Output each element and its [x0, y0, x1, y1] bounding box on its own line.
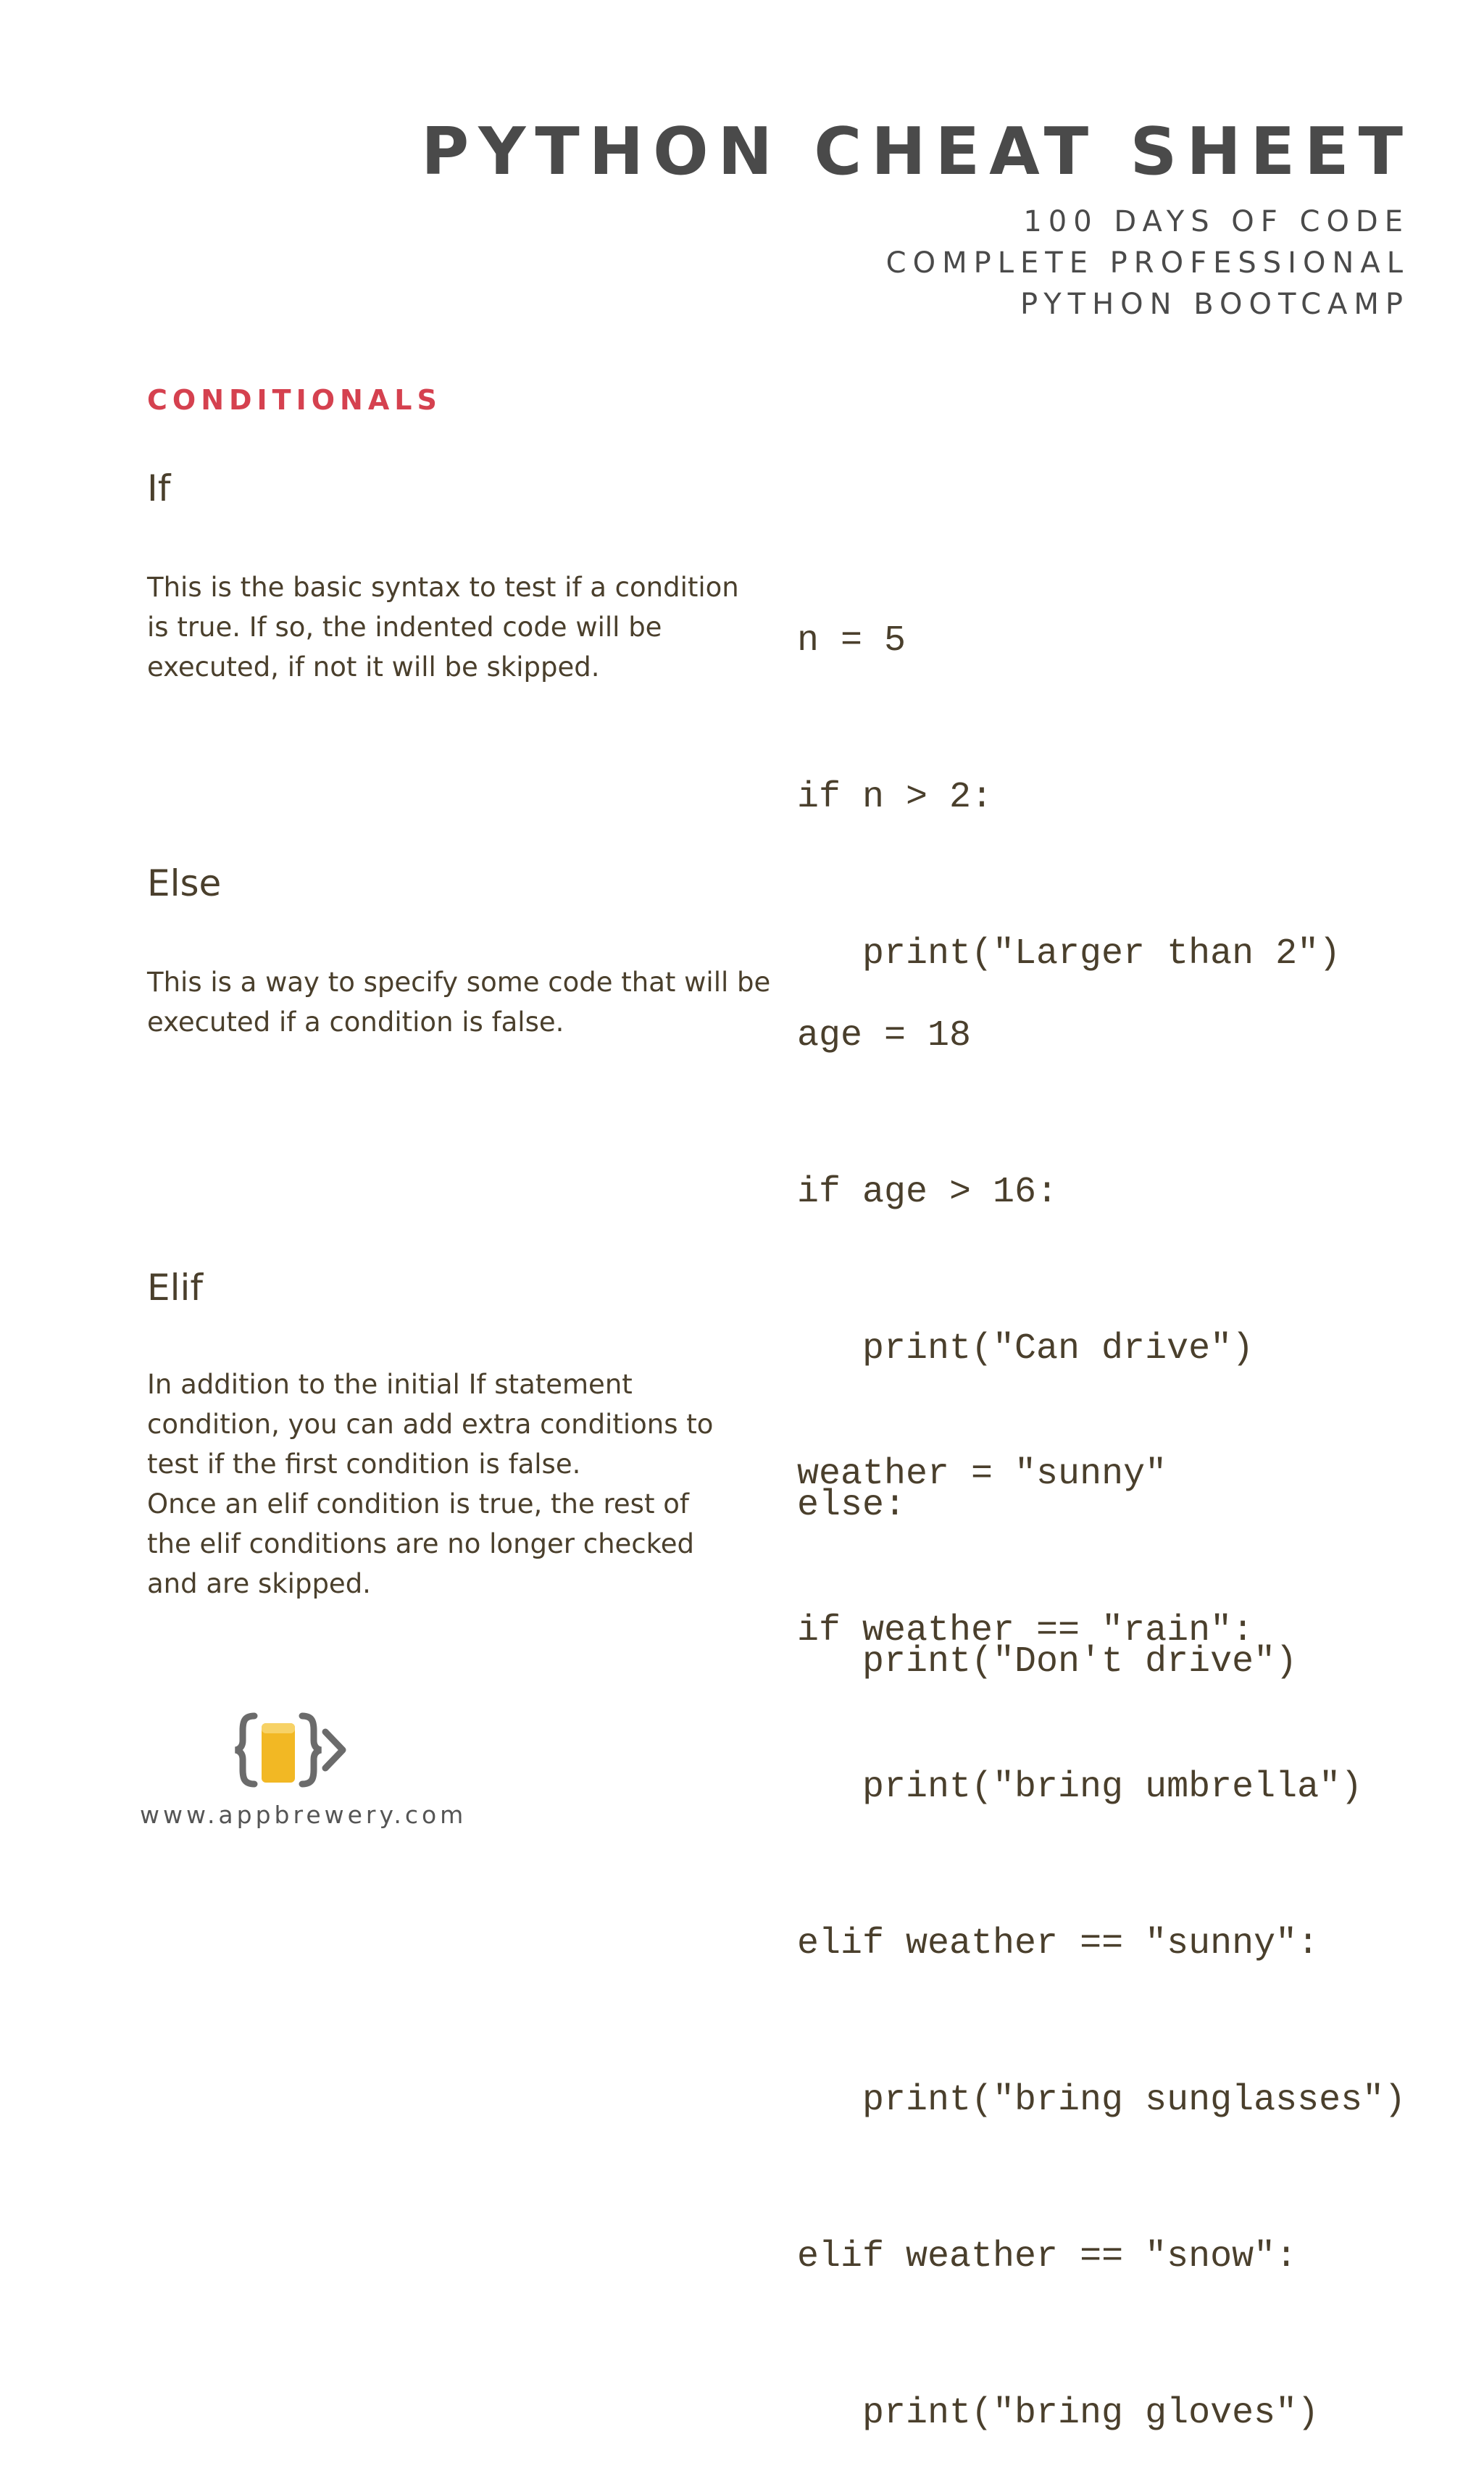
description-line: executed if a condition is false.: [147, 1007, 564, 1038]
description-line: Once an elif condition is true, the rest of: [147, 1488, 689, 1520]
description-line: executed, if not it will be skipped.: [147, 651, 600, 683]
description-line: In addition to the initial If statement: [147, 1369, 633, 1400]
subtitle-line: 100 DAYS OF CODE: [1023, 205, 1409, 238]
code-line: print("Don't drive"): [862, 1641, 1298, 1683]
code-line: print("Can drive"): [862, 1328, 1254, 1370]
description-line: condition, you can add extra conditions to: [147, 1409, 714, 1440]
subtitle-line: PYTHON BOOTCAMP: [1020, 288, 1409, 321]
code-line: elif weather == "sunny":: [797, 1923, 1320, 1964]
block-heading-elif: Elif: [147, 1267, 203, 1309]
code-line: print("bring gloves"): [862, 2393, 1320, 2434]
code-line: weather = "sunny": [797, 1454, 1167, 1495]
subtitle: [421, 201, 1409, 325]
app-brewery-logo-icon: [233, 1710, 349, 1790]
block-description-elif: [147, 1364, 770, 1604]
description-line: This is a way to specify some code that will be: [147, 967, 771, 998]
code-line: if age > 16:: [797, 1172, 1059, 1213]
code-line: if n > 2:: [797, 777, 993, 818]
code-line: print("bring sunglasses"): [862, 2080, 1406, 2121]
code-line: else:: [797, 1485, 906, 1526]
code-line: n = 5: [797, 620, 906, 662]
code-line: print("bring umbrella"): [862, 1767, 1363, 1808]
page-header: [421, 114, 1412, 325]
section-title: CONDITIONALS: [147, 384, 442, 416]
description-line: This is the basic syntax to test if a condition: [147, 572, 739, 603]
page-title: PYTHON CHEAT SHEET: [421, 114, 1412, 190]
description-line: test if the first condition is false.: [147, 1449, 581, 1480]
code-line: age = 18: [797, 1015, 972, 1057]
block-heading-if: If: [147, 467, 171, 509]
block-description-if: [147, 567, 770, 687]
description-line: the elif conditions are no longer checked: [147, 1528, 694, 1559]
code-block-elif: [797, 1344, 1406, 2492]
code-line: elif weather == "snow":: [797, 2236, 1298, 2278]
block-description-else: [147, 962, 770, 1042]
block-heading-else: Else: [147, 862, 222, 904]
subtitle-line: COMPLETE PROFESSIONAL: [885, 246, 1409, 280]
code-line: if weather == "rain":: [797, 1610, 1254, 1651]
footer-url: www.appbrewery.com: [140, 1801, 467, 1829]
code-line: print("Larger than 2"): [862, 933, 1341, 975]
description-line: is true. If so, the indented code will be: [147, 612, 662, 643]
description-line: and are skipped.: [147, 1568, 371, 1599]
